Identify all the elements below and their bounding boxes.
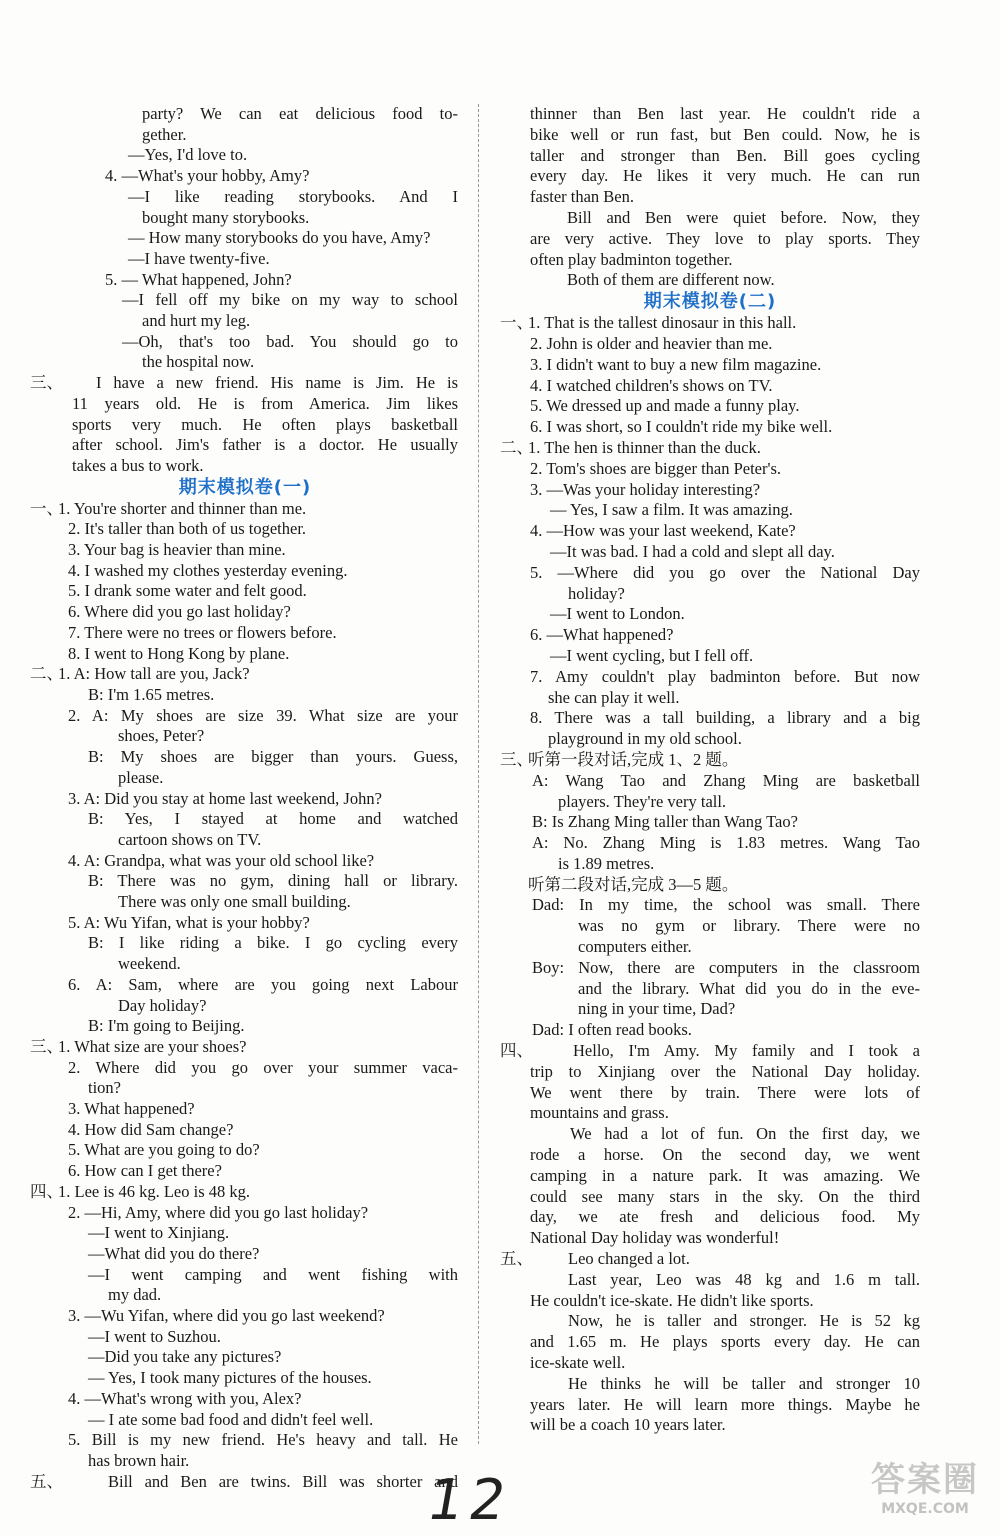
- section-marker: 二、: [30, 664, 63, 684]
- line-text: Dad: In my time, the school was small. There: [532, 895, 920, 915]
- section-marker: 一、: [30, 498, 63, 518]
- text-line: [500, 604, 920, 625]
- line-text: B: I like riding a bike. I go cycling every: [88, 933, 458, 953]
- text-line: [30, 830, 458, 851]
- section-marker: 五、: [30, 1471, 63, 1491]
- text-line: [30, 871, 458, 892]
- line-text: are very active. They love to play sports. They: [530, 228, 920, 248]
- text-line: [500, 958, 920, 979]
- text-line: [500, 1374, 920, 1395]
- column-divider: [478, 104, 479, 1444]
- text-line: [30, 933, 458, 954]
- text-line: [500, 521, 920, 542]
- line-text: holiday?: [568, 583, 625, 603]
- line-text: There was only one small building.: [118, 892, 351, 912]
- text-line: [30, 1389, 458, 1410]
- text-line: [30, 1099, 458, 1120]
- text-line: [500, 438, 920, 459]
- text-line: [500, 250, 920, 271]
- line-text: was no gym or library. There were no: [578, 916, 920, 936]
- text-line: [500, 708, 920, 729]
- watermark-logo: [860, 1460, 990, 1526]
- line-text: 5. We dressed up and made a funny play.: [530, 396, 800, 416]
- text-line: [500, 875, 920, 896]
- text-line: [30, 1120, 458, 1141]
- line-text: We went there by train. There were lots of: [530, 1082, 920, 1102]
- text-line: [500, 480, 920, 501]
- text-line: [500, 1062, 920, 1083]
- line-text: B: I'm going to Beijing.: [88, 1016, 245, 1036]
- text-line: [30, 1368, 458, 1389]
- text-line: [500, 1103, 920, 1124]
- line-text: —I went camping and went fishing with: [88, 1264, 458, 1284]
- text-line: [500, 1353, 920, 1374]
- section-marker: 四、: [30, 1181, 63, 1201]
- text-line: [500, 459, 920, 480]
- line-text: 6. I was short, so I couldn't ride my bike well.: [530, 417, 833, 437]
- section-marker: 五、: [500, 1249, 533, 1269]
- text-line: [500, 334, 920, 355]
- line-text: 8. I went to Hong Kong by plane.: [68, 643, 290, 663]
- text-line: [500, 854, 920, 875]
- text-line: [500, 979, 920, 1000]
- text-line: [30, 851, 458, 872]
- text-line: [500, 646, 920, 667]
- line-text: please.: [118, 767, 164, 787]
- text-line: [30, 1472, 458, 1493]
- line-text: Last year, Leo was 48 kg and 1.6 m tall.: [568, 1269, 920, 1289]
- text-line: [500, 667, 920, 688]
- line-text: —Oh, that's too bad. You should go to: [122, 331, 458, 351]
- line-text: 3. —Was your holiday interesting?: [530, 479, 761, 499]
- line-text: she can play it well.: [548, 687, 680, 707]
- line-text: party? We can eat delicious food to-: [142, 104, 458, 123]
- text-line: [30, 1182, 458, 1203]
- section-marker: 一、: [500, 313, 533, 333]
- line-text: trip to Xinjiang over the National Day holiday.: [530, 1061, 920, 1081]
- section-marker: 三、: [30, 373, 63, 393]
- line-text: my dad.: [108, 1285, 162, 1305]
- line-text: National Day holiday was wonderful!: [530, 1228, 780, 1248]
- line-text: takes a bus to work.: [72, 455, 204, 475]
- line-text: 5. Bill is my new friend. He's heavy and tall. He: [68, 1430, 458, 1450]
- line-text: 6. Where did you go last holiday?: [68, 602, 291, 622]
- line-text: is 1.89 metres.: [558, 853, 655, 873]
- text-line: [30, 1223, 458, 1244]
- text-line: [30, 1285, 458, 1306]
- line-text: 2. It's taller than both of us together.: [68, 519, 307, 539]
- text-line: [30, 290, 458, 311]
- line-text: playground in my old school.: [548, 729, 742, 749]
- left-column: [30, 104, 460, 1492]
- line-text: A: Wang Tao and Zhang Ming are basketball: [532, 770, 920, 790]
- text-line: [500, 999, 920, 1020]
- text-line: [30, 187, 458, 208]
- text-line: [30, 270, 458, 291]
- text-line: [30, 1451, 458, 1472]
- line-text: —I went to London.: [550, 604, 685, 624]
- text-line: [500, 1332, 920, 1353]
- line-text: and 1.65 m. He plays sports every day. He can: [530, 1332, 920, 1352]
- text-line: [30, 519, 458, 540]
- text-line: [500, 208, 920, 229]
- line-text: —Did you take any pictures?: [88, 1347, 282, 1367]
- line-text: taller and stronger than Ben. Bill goes cycling: [530, 145, 920, 165]
- text-line: [500, 1249, 920, 1270]
- text-line: [30, 145, 458, 166]
- line-text: — Yes, I saw a film. It was amazing.: [550, 500, 793, 520]
- line-text: 3. What happened?: [68, 1099, 195, 1119]
- line-text: 4. —What's wrong with you, Alex?: [68, 1388, 302, 1408]
- text-line: [30, 104, 458, 125]
- text-line: [500, 417, 920, 438]
- line-text: bought many storybooks.: [142, 207, 310, 227]
- line-text: 2. Tom's shoes are bigger than Peter's.: [530, 458, 782, 478]
- text-line: [30, 561, 458, 582]
- text-line: [30, 499, 458, 520]
- line-text: 1. A: How tall are you, Jack?: [58, 664, 250, 684]
- text-line: [30, 166, 458, 187]
- text-line: [30, 664, 458, 685]
- line-text: Hello, I'm Amy. My family and I took a: [573, 1041, 920, 1061]
- text-line: [30, 892, 458, 913]
- section-marker: 四、: [500, 1041, 533, 1061]
- text-line: [500, 1207, 920, 1228]
- line-text: 8. There was a tall building, a library and a big: [530, 708, 920, 728]
- line-text: B: There was no gym, dining hall or library.: [88, 871, 458, 891]
- text-line: [500, 1020, 920, 1041]
- line-text: sports very much. He often plays basketball: [72, 414, 458, 434]
- text-line: [30, 208, 458, 229]
- text-line: [500, 1166, 920, 1187]
- text-line: [30, 125, 458, 146]
- text-line: [30, 996, 458, 1017]
- line-text: will be a coach 10 years later.: [530, 1415, 726, 1435]
- section-marker: 三、: [30, 1036, 63, 1056]
- text-line: [500, 1228, 920, 1249]
- section-heading: 期末模拟卷(二): [643, 291, 777, 313]
- line-text: shoes, Peter?: [118, 726, 205, 746]
- line-text: 6. —What happened?: [530, 625, 674, 645]
- line-text: Leo changed a lot.: [568, 1249, 690, 1269]
- text-line: [30, 311, 458, 332]
- text-line: [500, 750, 920, 771]
- line-text: years later. He will learn more things. Maybe he: [530, 1394, 920, 1414]
- text-line: [30, 352, 458, 373]
- line-text: often play badminton together.: [530, 249, 733, 269]
- line-text: 5. A: Wu Yifan, what is your hobby?: [68, 912, 310, 932]
- line-text: 听第一段对话,完成 1、2 题。: [528, 749, 739, 769]
- line-text: —I like reading storybooks. And I: [128, 186, 458, 206]
- line-text: —I fell off my bike on my way to school: [122, 290, 458, 310]
- text-line: [500, 542, 920, 563]
- text-line: [500, 1083, 920, 1104]
- line-text: tion?: [88, 1078, 121, 1098]
- line-text: 5. — What happened, John?: [105, 269, 292, 289]
- line-text: I have a new friend. His name is Jim. He is: [96, 373, 458, 393]
- watermark-bottom: MXQE.COM: [881, 1501, 969, 1517]
- line-text: 4. A: Grandpa, what was your old school like?: [68, 850, 375, 870]
- line-text: —I went to Suzhou.: [88, 1326, 221, 1346]
- text-line: [500, 355, 920, 376]
- line-text: 3. Your bag is heavier than mine.: [68, 540, 286, 560]
- text-line: [30, 415, 458, 436]
- line-text: ice-skate well.: [530, 1353, 626, 1373]
- text-line: [500, 688, 920, 709]
- line-text: thinner than Ben last year. He couldn't ride a: [530, 104, 920, 123]
- section-marker: 三、: [500, 749, 533, 769]
- text-line: [500, 187, 920, 208]
- text-line: [500, 792, 920, 813]
- line-text: and hurt my leg.: [142, 311, 251, 331]
- text-line: [500, 1041, 920, 1062]
- text-line: [30, 1244, 458, 1265]
- line-text: 1. What size are your shoes?: [58, 1036, 247, 1056]
- line-text: cartoon shows on TV.: [118, 829, 262, 849]
- text-line: [500, 895, 920, 916]
- line-text: B: My shoes are bigger than yours. Guess,: [88, 747, 458, 767]
- line-text: Day holiday?: [118, 995, 207, 1015]
- line-text: 1. The hen is thinner than the duck.: [528, 437, 761, 457]
- text-line: [500, 229, 920, 250]
- line-text: weekend.: [118, 954, 181, 974]
- text-line: [30, 768, 458, 789]
- line-text: 11 years old. He is from America. Jim likes: [72, 393, 458, 413]
- line-text: Now, he is taller and stronger. He is 52 kg: [568, 1311, 920, 1331]
- text-line: [500, 270, 920, 291]
- line-text: 1. Lee is 46 kg. Leo is 48 kg.: [58, 1181, 251, 1201]
- text-line: [500, 1291, 920, 1312]
- line-text: 6. A: Sam, where are you going next Labour: [68, 974, 458, 994]
- line-text: B: I'm 1.65 metres.: [88, 684, 215, 704]
- line-text: gether.: [142, 124, 187, 144]
- line-text: 4. I washed my clothes yesterday evening.: [68, 560, 348, 580]
- line-text: day, we ate fresh and delicious food. My: [530, 1207, 920, 1227]
- text-line: [30, 809, 458, 830]
- line-text: 7. There were no trees or flowers before.: [68, 622, 337, 642]
- page-number: 12: [422, 1468, 517, 1533]
- line-text: 2. A: My shoes are size 39. What size are your: [68, 705, 458, 725]
- line-text: 5. I drank some water and felt good.: [68, 581, 307, 601]
- text-line: [30, 602, 458, 623]
- line-text: —Yes, I'd love to.: [128, 145, 248, 165]
- line-text: — I ate some bad food and didn't feel well.: [88, 1409, 374, 1429]
- line-text: B: Yes, I stayed at home and watched: [88, 809, 458, 829]
- text-line: [30, 435, 458, 456]
- text-line: [30, 332, 458, 353]
- line-text: —It was bad. I had a cold and slept all day.: [550, 541, 835, 561]
- text-line: [500, 563, 920, 584]
- text-line: [30, 1037, 458, 1058]
- text-line: [30, 1203, 458, 1224]
- text-line: [500, 833, 920, 854]
- text-line: [500, 1187, 920, 1208]
- text-line: [500, 166, 920, 187]
- line-text: 2. —Hi, Amy, where did you go last holiday?: [68, 1202, 369, 1222]
- line-text: players. They're very tall.: [558, 791, 727, 811]
- text-line: [30, 644, 458, 665]
- text-line: [500, 729, 920, 750]
- line-text: 4. —What's your hobby, Amy?: [105, 166, 310, 186]
- line-text: 1. You're shorter and thinner than me.: [58, 498, 307, 518]
- line-text: bike well or run fast, but Ben could. Now, he is: [530, 124, 920, 144]
- text-line: [30, 789, 458, 810]
- text-line: [500, 500, 920, 521]
- text-line: [30, 913, 458, 934]
- text-line: [30, 581, 458, 602]
- text-line: [500, 1395, 920, 1416]
- right-column: [500, 104, 920, 1436]
- text-line: [30, 1430, 458, 1451]
- text-line: [30, 954, 458, 975]
- text-line: [30, 1016, 458, 1037]
- line-text: —What did you do there?: [88, 1243, 260, 1263]
- text-line: [30, 1058, 458, 1079]
- line-text: 3. A: Did you stay at home last weekend, John?: [68, 788, 382, 808]
- section-marker: 二、: [500, 437, 533, 457]
- text-line: [500, 396, 920, 417]
- text-line: [30, 726, 458, 747]
- line-text: A: No. Zhang Ming is 1.83 metres. Wang Tao: [532, 833, 920, 853]
- line-text: rode a horse. On the second day, we went: [530, 1145, 920, 1165]
- line-text: 听第二段对话,完成 3—5 题。: [528, 874, 739, 894]
- line-text: —I went to Xinjiang.: [88, 1223, 230, 1243]
- text-line: [500, 1415, 920, 1436]
- text-line: [500, 1145, 920, 1166]
- text-line: [500, 1124, 920, 1145]
- text-line: [30, 685, 458, 706]
- text-line: [30, 747, 458, 768]
- text-line: [30, 373, 458, 394]
- text-line: [30, 540, 458, 561]
- text-line: [500, 916, 920, 937]
- text-line: [30, 1265, 458, 1286]
- line-text: 4. How did Sam change?: [68, 1119, 234, 1139]
- line-text: 2. Where did you go over your summer vaca-: [68, 1057, 458, 1077]
- text-line: [30, 456, 458, 477]
- text-line: [500, 125, 920, 146]
- text-line: [500, 376, 920, 397]
- line-text: B: Is Zhang Ming taller than Wang Tao?: [532, 812, 798, 832]
- text-line: [500, 104, 920, 125]
- line-text: We had a lot of fun. On the first day, we: [570, 1124, 920, 1144]
- line-text: the hospital now.: [142, 352, 255, 372]
- line-text: Boy: Now, there are computers in the classroom: [532, 957, 920, 977]
- line-text: faster than Ben.: [530, 187, 635, 207]
- line-text: and the library. What did you do in the eve-: [578, 978, 920, 998]
- line-text: every day. He likes it very much. He can run: [530, 166, 920, 186]
- text-line: [500, 625, 920, 646]
- text-line: [30, 1327, 458, 1348]
- text-line: [500, 313, 920, 334]
- text-line: [500, 937, 920, 958]
- text-line: [30, 975, 458, 996]
- text-line: [30, 1078, 458, 1099]
- line-text: He thinks he will be taller and stronger 10: [568, 1373, 920, 1393]
- text-line: [30, 1140, 458, 1161]
- text-line: [30, 1410, 458, 1431]
- line-text: 1. That is the tallest dinosaur in this hall.: [528, 313, 797, 333]
- line-text: computers either.: [578, 937, 692, 957]
- line-text: — How many storybooks do you have, Amy?: [128, 228, 431, 248]
- line-text: He couldn't ice-skate. He didn't like sports.: [530, 1290, 814, 1310]
- line-text: has brown hair.: [88, 1451, 190, 1470]
- text-line: [30, 394, 458, 415]
- section-heading: 期末模拟卷(一): [178, 476, 312, 498]
- line-text: — Yes, I took many pictures of the houses.: [88, 1368, 372, 1388]
- line-text: 5. —Where did you go over the National Day: [530, 562, 920, 582]
- text-line: [30, 228, 458, 249]
- line-text: Bill and Ben are twins. Bill was shorter and: [108, 1471, 458, 1491]
- line-text: 3. I didn't want to buy a new film magazine.: [530, 354, 822, 374]
- line-text: camping in a nature park. It was amazing. We: [530, 1165, 920, 1185]
- text-line: [30, 1347, 458, 1368]
- line-text: —I have twenty-five.: [128, 248, 270, 268]
- text-line: [500, 1270, 920, 1291]
- text-line: [500, 812, 920, 833]
- line-text: after school. Jim's father is a doctor. He usually: [72, 435, 458, 455]
- text-line: [30, 623, 458, 644]
- line-text: Both of them are different now.: [567, 270, 775, 290]
- text-line: [30, 1306, 458, 1327]
- text-line: [500, 584, 920, 605]
- text-line: [30, 249, 458, 270]
- text-line: [30, 1161, 458, 1182]
- line-text: mountains and grass.: [530, 1103, 669, 1123]
- line-text: 7. Amy couldn't play badminton before. But now: [530, 666, 920, 686]
- line-text: 2. John is older and heavier than me.: [530, 333, 773, 353]
- line-text: —I went cycling, but I fell off.: [550, 645, 754, 665]
- line-text: 4. I watched children's shows on TV.: [530, 375, 773, 395]
- line-text: Dad: I often read books.: [532, 1020, 692, 1040]
- text-line: [500, 1311, 920, 1332]
- line-text: could see many stars in the sky. On the third: [530, 1186, 920, 1206]
- text-line: [500, 771, 920, 792]
- text-line: [30, 706, 458, 727]
- watermark-top: 答案圈: [871, 1460, 979, 1500]
- line-text: 5. What are you going to do?: [68, 1140, 260, 1160]
- line-text: ning in your time, Dad?: [578, 999, 736, 1019]
- text-line: [500, 146, 920, 167]
- line-text: Bill and Ben were quiet before. Now, they: [567, 207, 920, 227]
- line-text: 3. —Wu Yifan, where did you go last weekend?: [68, 1306, 385, 1326]
- line-text: 4. —How was your last weekend, Kate?: [530, 521, 796, 541]
- line-text: 6. How can I get there?: [68, 1161, 222, 1181]
